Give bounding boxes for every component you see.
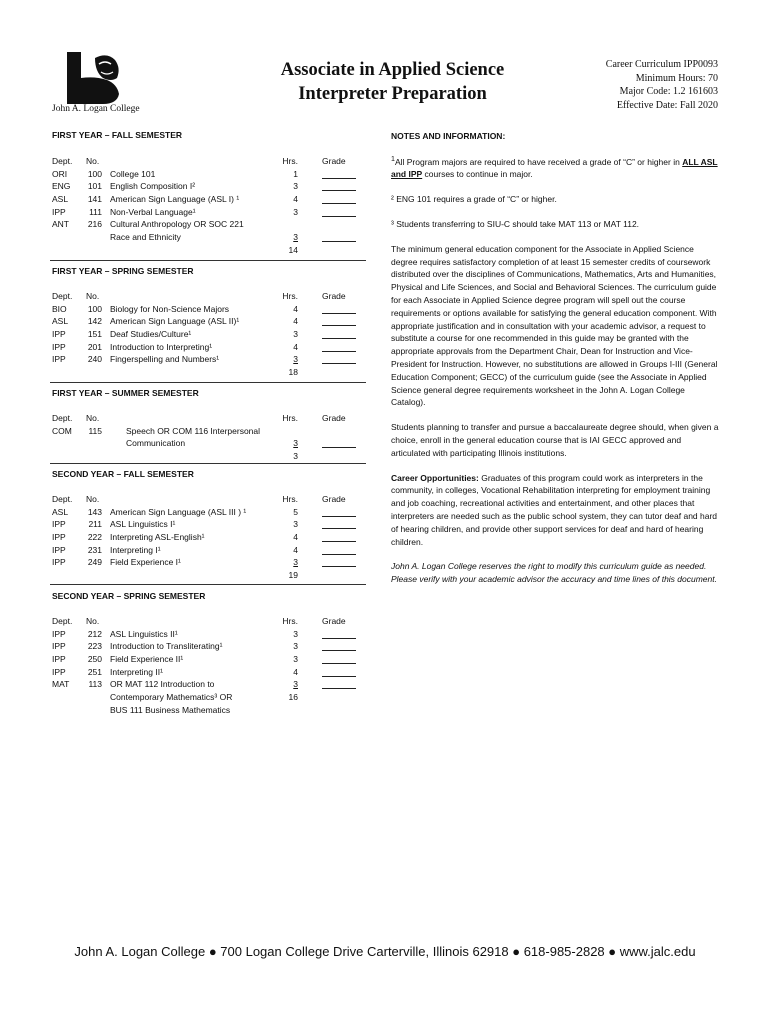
transfer-paragraph: Students planning to transfer and pursue a baccalaureate degree should, when given a choice, enroll in the general education course that is IAI GECC approved and articulated with participating Illinois institutions. — [391, 422, 719, 458]
total-row — [52, 569, 366, 582]
grade-blank[interactable] — [322, 653, 356, 664]
grade-blank[interactable] — [322, 180, 356, 191]
semester-table — [52, 155, 366, 257]
note-3: ³ Students transferring to SIU-C should take MAT 113 or MAT 112. — [391, 219, 640, 230]
table-row: ASL 141 American Sign Language (ASL I) ¹ 4 — [52, 193, 366, 206]
table-row: ANT 216 Cultural Anthropology OR SOC 221 — [52, 219, 244, 230]
total-row — [52, 366, 366, 379]
table-row: ASL 143 American Sign Language (ASL III ) ¹ 5 — [52, 506, 366, 519]
divider — [50, 463, 366, 464]
grade-blank[interactable] — [322, 206, 356, 217]
table-row: IPP 250 Field Experience II¹ 3 — [52, 653, 366, 666]
grade-blank[interactable] — [322, 193, 356, 204]
semester-total: 19 — [288, 570, 298, 581]
semester-total: 16 — [288, 692, 298, 703]
disclaimer: John A. Logan College reserves the right to modify this curriculum guide as needed. Please verify with your academic advisor the accuracy and time lines of this document. — [391, 561, 717, 585]
curriculum-info — [606, 58, 718, 112]
semester-total: 18 — [288, 367, 298, 378]
logo-caption: John A. Logan College — [52, 104, 140, 114]
table-header: Dept. No. Hrs. Grade — [52, 616, 346, 626]
table-header: Dept. No. Hrs. Grade — [52, 494, 346, 504]
table-row: IPP 222 Interpreting ASL-English¹ 4 — [52, 531, 366, 544]
table-row: IPP 111 Non-Verbal Language¹ 3 — [52, 206, 366, 219]
table-header: Dept. No. Hrs. Grade — [52, 413, 346, 423]
grade-blank[interactable] — [322, 518, 356, 529]
title-line-1: Associate in Applied Science — [280, 60, 505, 80]
table-row: COM 115 Speech OR COM 116 Interpersonal — [52, 425, 261, 436]
grade-blank[interactable] — [322, 303, 356, 314]
table-row: IPP 211 ASL Linguistics I¹ 3 — [52, 518, 366, 531]
note-2: ² ENG 101 requires a grade of “C” or higher. — [391, 194, 557, 205]
grade-blank[interactable] — [322, 506, 356, 517]
dept-header: Dept. — [52, 156, 73, 166]
grade-blank[interactable] — [322, 231, 356, 242]
divider — [50, 382, 366, 383]
table-row: BUS 111 Business Mathematics — [110, 704, 231, 715]
no-header: No. — [86, 156, 100, 166]
semester-title: SECOND YEAR – SPRING SEMESTER — [52, 591, 206, 601]
grade-blank[interactable] — [322, 666, 356, 677]
table-row: IPP 212 ASL Linguistics II¹ 3 — [52, 628, 366, 641]
note-1: $^1$All Program majors are required to have received a grade of “C” or higher in ALL ASL and IPP courses to continue in major. — [391, 154, 718, 180]
notes-heading: NOTES AND INFORMATION: — [391, 131, 506, 141]
grade-blank[interactable] — [322, 531, 356, 542]
table-row: IPP 223 Introduction to Transliterating¹ 3 — [52, 640, 366, 653]
grade-blank[interactable] — [322, 678, 356, 689]
semester-table — [52, 615, 366, 717]
semester-title: FIRST YEAR – FALL SEMESTER — [52, 130, 183, 140]
notes-section — [391, 130, 719, 598]
table-row: ASL 142 American Sign Language (ASL II)¹ 4 — [52, 315, 366, 328]
semester-table — [52, 412, 366, 463]
curriculum-code: Career Curriculum IPP0093 — [605, 59, 718, 70]
major-code: Major Code: 1.2 161603 — [619, 86, 718, 97]
divider — [50, 260, 366, 261]
page-title — [250, 58, 535, 106]
table-row: MAT 113 OR MAT 112 Introduction to 3 — [52, 678, 366, 691]
table-row: Communication 3 — [52, 437, 366, 450]
grade-blank[interactable] — [322, 640, 356, 651]
grade-blank[interactable] — [322, 628, 356, 639]
title-line-2: Interpreter Preparation — [298, 84, 487, 104]
table-header — [52, 155, 366, 168]
total-row — [52, 450, 366, 463]
semester-table — [52, 290, 366, 379]
table-row: IPP 249 Field Experience I¹ 3 — [52, 556, 366, 569]
grade-blank[interactable] — [322, 315, 356, 326]
semester-title: FIRST YEAR – SPRING SEMESTER — [52, 266, 194, 276]
table-header: Dept. No. Hrs. Grade — [52, 291, 346, 301]
table-row: Contemporary Mathematics³ OR 16 — [110, 692, 298, 703]
grade-blank[interactable] — [322, 437, 356, 448]
grade-blank[interactable] — [322, 341, 356, 352]
semester-table — [52, 493, 366, 582]
footer: John A. Logan College ● 700 Logan College Drive Carterville, Illinois 62918 ● 618-985-2828 ● www.jalc.edu — [74, 944, 696, 959]
table-row: IPP 151 Deaf Studies/Culture¹ 3 — [52, 328, 366, 341]
table-row: BIO 100 Biology for Non-Science Majors 4 — [52, 303, 366, 316]
semester-title: SECOND YEAR – FALL SEMESTER — [52, 469, 194, 479]
table-row: IPP 231 Interpreting I¹ 4 — [52, 544, 366, 557]
semester-total: 14 — [288, 244, 298, 255]
semester-total: 3 — [293, 451, 298, 462]
minimum-hours: Minimum Hours: 70 — [635, 72, 718, 84]
career-paragraph: Career Opportunities: Graduates of this program could work as interpreters in the community, in colleges, Vocational Rehabilitation interpreting for employment training and job coaching, recreational activities and entertainment, and other places that interpreters are needed such as the public school system, they can tutor deaf and hard of hearing children, and provide other support services for deaf and hard of hearing children. — [391, 472, 718, 547]
grade-blank[interactable] — [322, 328, 356, 339]
grade-blank[interactable] — [322, 353, 356, 364]
table-row: IPP 251 Interpreting II¹ 4 — [52, 666, 366, 679]
table-row: IPP 240 Fingerspelling and Numbers¹ 3 — [52, 353, 366, 366]
grade-blank[interactable] — [322, 556, 356, 567]
effective-date: Effective Date: Fall 2020 — [616, 99, 718, 111]
total-row — [52, 244, 366, 257]
table-row: IPP 201 Introduction to Interpreting¹ 4 — [52, 341, 366, 354]
career-label: Career Opportunities: — [391, 472, 479, 483]
grade-header: Grade — [322, 156, 346, 166]
table-row: ORI 100 College 101 1 — [52, 168, 366, 181]
semester-title: FIRST YEAR – SUMMER SEMESTER — [52, 388, 199, 398]
grade-blank[interactable] — [322, 168, 356, 179]
table-row: Race and Ethnicity 3 — [52, 231, 366, 244]
hrs-header: Hrs. — [282, 156, 298, 166]
gen-ed-paragraph: The minimum general education component for the Associate in Applied Science degree requires satisfactory completion of at least 15 semester credits of coursework distributed over the disciplines of Communications, Mathematics, Arts and Humanities, Physical and Life Sciences, and Social and Behavioral Sciences. The curriculum guide for each Associate in Applied Science degree program will spell out the course requirements or options available for satisfying the general education component. With appropriate justification and in consultation with your academic advisor, a request to substitute a course for one recommended in this guide may be granted with the appropriate approvals from the Department Chair, Dean for Instruction and Vice-President for Instruction. However, no substitutions are allowed in Groups I-III (General Education Component; GECC) of the curriculum guide (see the Associate in Applied Science general degree requirements worksheet in the John A. Logan College Catalog). — [391, 243, 718, 408]
table-row: ENG 101 English Composition I² 3 — [52, 180, 366, 193]
divider — [50, 584, 366, 585]
grade-blank[interactable] — [322, 544, 356, 555]
